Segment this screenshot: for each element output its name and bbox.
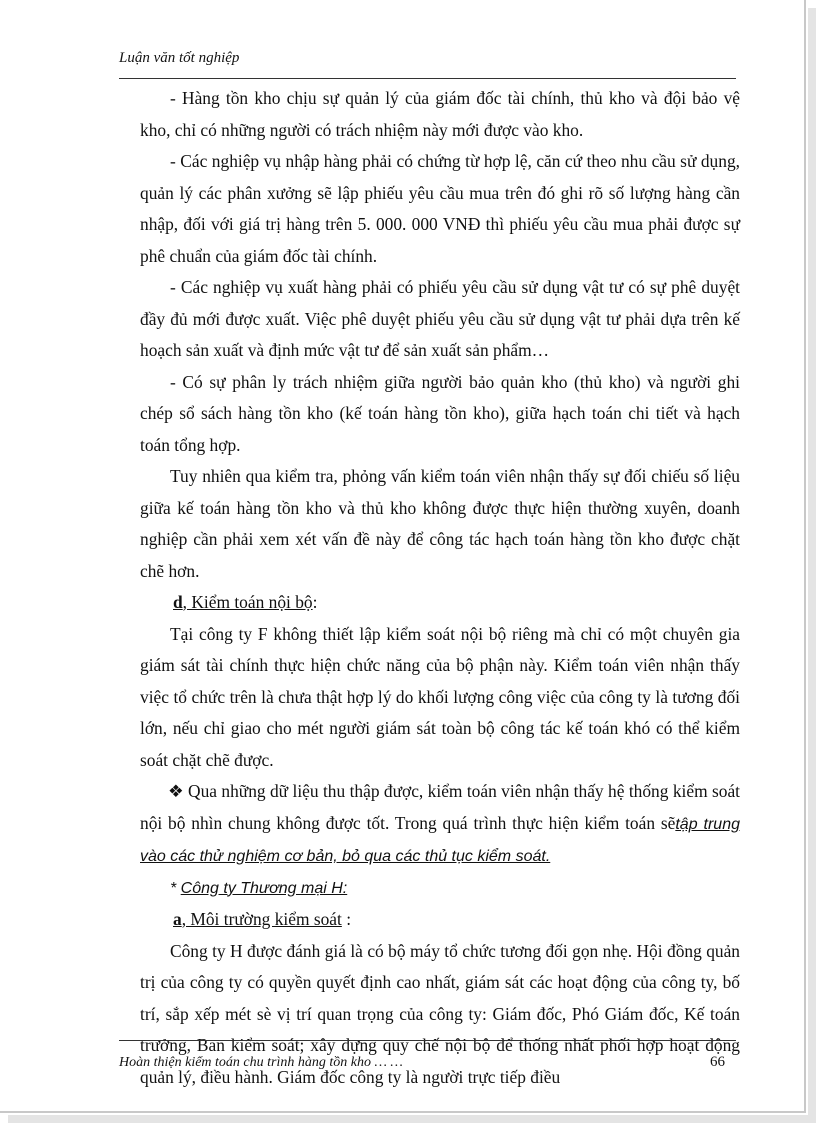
- section-heading-a: [140, 904, 740, 936]
- section-letter-d: d: [173, 592, 183, 612]
- company-heading: [140, 873, 740, 905]
- diamond-bullet-icon: ❖: [168, 781, 184, 801]
- section-colon-d: :: [312, 592, 318, 612]
- paragraph-internal-audit: Tại công ty F không thiết lập kiểm soát nội bộ riêng mà chỉ có một chuyên gia giám sát tài chính thực hiện chức năng của bộ phận này. Kiểm toán viên nhận thấy việc tổ chức trên là chưa thật hợp lý do khối lượng công việc của công ty là tương đối lớn, nếu chỉ giao cho mét người giám sát toàn bộ công tác kế toán khó có thể kiểm soát chặt chẽ được.: [140, 623, 740, 770]
- section-colon-a: :: [341, 909, 352, 929]
- section-letter-a: a: [173, 909, 182, 929]
- section-title-a: , Môi trường kiểm soát: [181, 909, 342, 929]
- header-rule: [119, 78, 736, 79]
- page-shadow-bottom: [8, 1115, 816, 1123]
- footer-rule: [119, 1040, 736, 1041]
- page-shadow-right: [808, 8, 816, 1115]
- paragraph-conclusion: [140, 776, 740, 873]
- paragraph-receiving: - Các nghiệp vụ nhập hàng phải có chứng từ hợp lệ, căn cứ theo nhu cầu sử dụng, quản lý các phân xưởng sẽ lập phiếu yêu cầu mua trên đó ghi rõ số lượng hàng cần nhập, đối với giá trị hàng trên 5. 000. 000 VNĐ thì phiếu yêu cầu mua phải được sự phê chuẩn của giám đốc tài chính.: [140, 151, 740, 266]
- running-header: Luận văn tốt nghiệp: [119, 50, 240, 66]
- paragraph-inventory-control: - Hàng tồn kho chịu sự quản lý của giám đốc tài chính, thủ kho và đội bảo vệ kho, chỉ có những người có trách nhiệm này mới được vào kho.: [140, 88, 740, 140]
- running-footer: Hoàn thiện kiểm toán chu trình hàng tồn kho … …: [119, 1055, 403, 1070]
- conclusion-emphasis: tập trung vào các thử nghiệm cơ bản, bỏ qua các thủ tục kiểm soát.: [140, 815, 740, 865]
- paragraph-control-environment: Công ty H được đánh giá là có bộ máy tổ chức tương đối gọn nhẹ. Hội đồng quản trị của công ty có quyền quyết định cao nhất, giám sát các hoạt động của công ty, bố trí, sắp xếp mét sè vị trí quan trọng của công ty: Giám đốc, Phó Giám đốc, Kế toán trưởng, Ban kiểm soát; xây dựng quy chế nội bộ để thống nhất phối hợp hoạt động quản lý, điều hành. Giám đốc công ty là người trực tiếp điều: [140, 940, 740, 1087]
- document-body: [140, 83, 740, 1093]
- conclusion-lead: Qua những dữ liệu thu thập được, kiểm toán viên nhận thấy hệ thống kiểm soát nội bộ nhìn chung không được tốt. Trong quá trình thực hiện kiểm toán sẽ: [140, 781, 740, 833]
- section-title-d: , Kiểm toán nội bộ: [182, 592, 313, 612]
- paragraph-issuing: - Các nghiệp vụ xuất hàng phải có phiếu yêu cầu sử dụng vật tư có sự phê duyệt đầy đủ mới được xuất. Việc phê duyệt phiếu yêu cầu sử dụng vật tư phải dựa trên kế hoạch sản xuất và định mức vật tư để sản xuất sản phẩm…: [140, 277, 740, 360]
- paragraph-reconciliation: Tuy nhiên qua kiểm tra, phỏng vấn kiểm toán viên nhận thấy sự đối chiếu số liệu giữa kế toán hàng tồn kho và thủ kho không được thực hiện thường xuyên, doanh nghiệp cần phải xem xét vấn đề này để công tác hạch toán hàng tồn kho được chặt chẽ hơn.: [140, 466, 740, 581]
- section-heading-d: [140, 587, 740, 619]
- company-star: *: [170, 879, 181, 897]
- paragraph-segregation: - Có sự phân ly trách nhiệm giữa người bảo quản kho (thủ kho) và người ghi chép sổ sách hàng tồn kho (kế toán hàng tồn kho), giữa hạch toán chi tiết và hạch toán tổng hợp.: [140, 371, 740, 455]
- page-number: 66: [710, 1054, 725, 1070]
- company-name: Công ty Thương mại H:: [180, 879, 348, 897]
